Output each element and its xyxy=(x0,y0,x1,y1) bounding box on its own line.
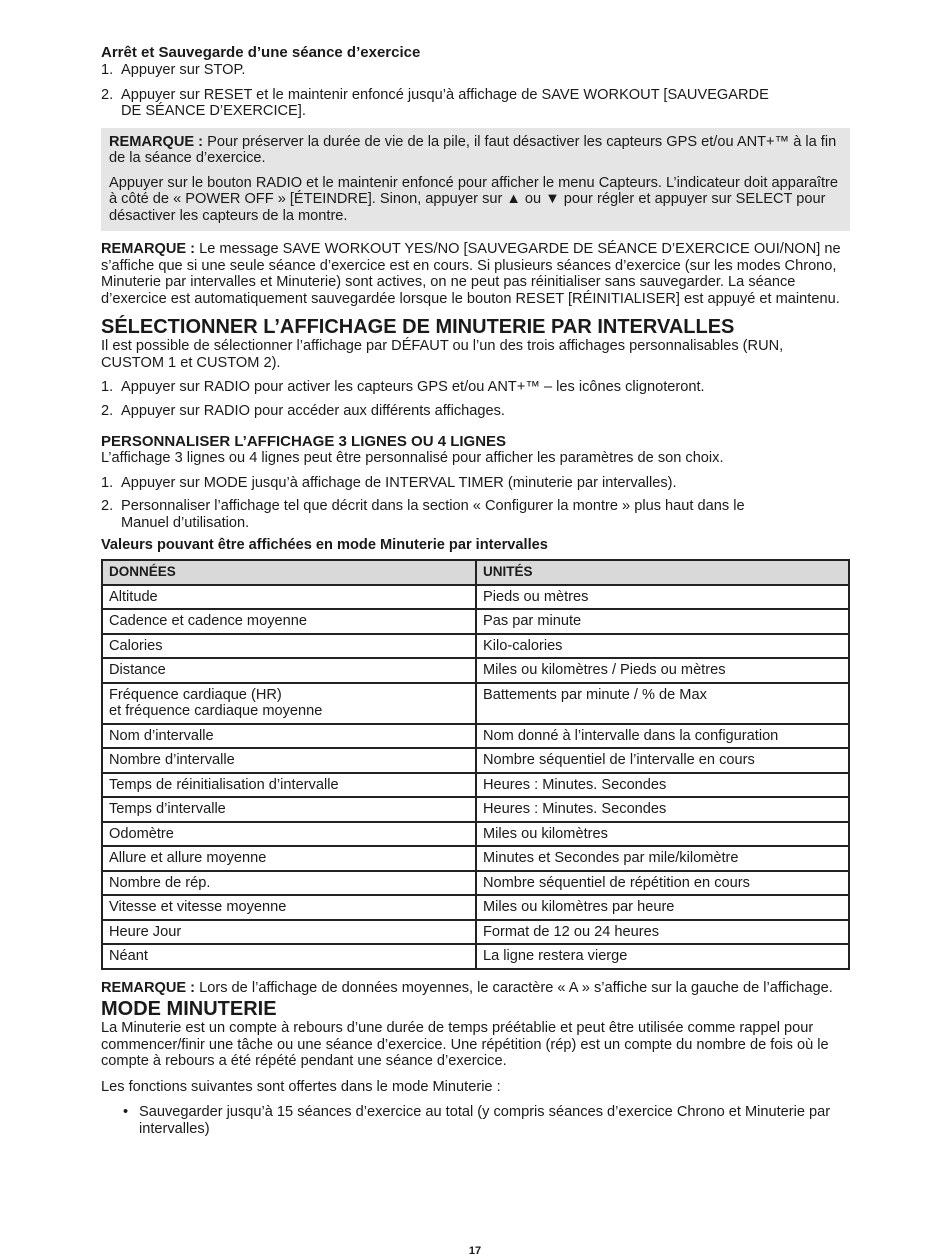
cell-data: Nombre d’intervalle xyxy=(102,748,476,773)
timer-description: La Minuterie est un compte à rebours d’une durée de temps préétablie et peut être utilisée comme rappel pour commencer/finir une tâche ou une séance d’exercice. Une répétition (rép) est un compte du nombre de fois où le compte à rebours a été répété pendant une séance d’exercice. xyxy=(101,1020,829,1069)
table-row xyxy=(102,895,849,920)
section-intro: Il est possible de sélectionner l’affichage par DÉFAUT ou l’un des trois affichages personnalisables (RUN, CUSTOM 1 et CUSTOM 2). xyxy=(101,338,784,371)
list-item xyxy=(101,87,850,120)
bullet-text: Sauvegarder jusqu’à 15 séances d’exercice au total (y compris séances d’exercice Chrono et Minuterie par intervalles) xyxy=(139,1104,831,1137)
cell-units: Nombre séquentiel de répétition en cours xyxy=(476,871,849,896)
table-row xyxy=(102,920,849,945)
section-heading-interval-display: SÉLECTIONNER L’AFFICHAGE DE MINUTERIE PAR INTERVALLES xyxy=(101,316,735,338)
cell-units: Pieds ou mètres xyxy=(476,585,849,610)
table-row xyxy=(102,609,849,634)
section-heading-stop-save: Arrêt et Sauvegarde d’une séance d’exercice xyxy=(101,44,421,61)
cell-data: Cadence et cadence moyenne xyxy=(102,609,476,634)
cell-units: Format de 12 ou 24 heures xyxy=(476,920,849,945)
table-row xyxy=(102,683,849,724)
table-row xyxy=(102,773,849,798)
cell-data: Heure Jour xyxy=(102,920,476,945)
cell-units: Minutes et Secondes par mile/kilomètre xyxy=(476,846,849,871)
step-text: Appuyer sur MODE jusqu’à affichage de INTERVAL TIMER (minuterie par intervalles). xyxy=(121,474,677,491)
cell-units: Miles ou kilomètres xyxy=(476,822,849,847)
section-heading-timer-mode: MODE MINUTERIE xyxy=(101,998,277,1020)
cell-data: Temps de réinitialisation d’intervalle xyxy=(102,773,476,798)
remark-text: Le message SAVE WORKOUT YES/NO [SAUVEGARDE DE SÉANCE D’EXERCICE OUI/NON] ne s’affiche que si une seule séance d’exercice est en cours. Si plusieurs séances d’exercice (sur les modes Chrono, Minuterie par intervalles et Minuterie) sont actives, on ne peut pas réinitialiser sans sauvegarder. La séance d’exercice est automatiquement sauvegardée lorsque le bouton RESET [RÉINITIALISER] est appuyé et maintenu. xyxy=(101,241,841,307)
cell-units: Miles ou kilomètres par heure xyxy=(476,895,849,920)
cell-units: Pas par minute xyxy=(476,609,849,634)
cell-units: La ligne restera vierge xyxy=(476,944,849,969)
cell-data: Allure et allure moyenne xyxy=(102,846,476,871)
remark-label: REMARQUE : xyxy=(101,979,196,996)
step-number: 2. xyxy=(101,498,114,514)
step-text: Appuyer sur RADIO pour accéder aux différents affichages. xyxy=(121,402,505,419)
list-item xyxy=(101,379,850,396)
cell-data: Fréquence cardiaque (HR) et fréquence cardiaque moyenne xyxy=(102,683,476,724)
step-text: Personnaliser l’affichage tel que décrit dans la section « Configurer la montre » plus haut dans le Manuel d’utilisation. xyxy=(121,498,745,531)
remark-text: Lors de l’affichage de données moyennes, le caractère « A » s’affiche sur la gauche de l’affichage. xyxy=(195,979,833,996)
step-number: 2. xyxy=(101,402,114,419)
table-row xyxy=(102,724,849,749)
cell-data: Altitude xyxy=(102,585,476,610)
list-item xyxy=(101,498,850,531)
column-header-data: DONNÉES xyxy=(102,560,476,585)
cell-units: Kilo-calories xyxy=(476,634,849,659)
remark-box-battery xyxy=(101,128,850,232)
cell-data: Temps d’intervalle xyxy=(102,797,476,822)
remark-save-workout xyxy=(101,241,850,307)
page-number: 17 xyxy=(468,1245,482,1257)
timer-functions-intro: Les fonctions suivantes sont offertes dans le mode Minuterie : xyxy=(101,1078,501,1095)
remark-label: REMARQUE : xyxy=(109,133,204,150)
steps-interval-display xyxy=(101,379,850,419)
steps-stop-save xyxy=(101,62,850,120)
document-page xyxy=(101,44,850,1137)
remark-label: REMARQUE : xyxy=(101,241,196,257)
cell-data: Calories xyxy=(102,634,476,659)
timer-functions-list xyxy=(101,1104,850,1137)
table-row xyxy=(102,871,849,896)
table-row xyxy=(102,658,849,683)
table-row xyxy=(102,944,849,969)
table-row xyxy=(102,846,849,871)
cell-data: Nombre de rép. xyxy=(102,871,476,896)
list-item xyxy=(101,403,850,420)
list-item xyxy=(101,1104,850,1137)
list-item xyxy=(101,62,850,79)
step-number: 1. xyxy=(101,474,114,491)
step-number: 2. xyxy=(101,86,114,103)
table-row xyxy=(102,748,849,773)
section-intro: L’affichage 3 lignes ou 4 lignes peut être personnalisé pour afficher les paramètres de son choix. xyxy=(101,450,724,466)
cell-data: Distance xyxy=(102,658,476,683)
cell-data: Nom d’intervalle xyxy=(102,724,476,749)
step-number: 1. xyxy=(101,62,114,78)
step-text: Appuyer sur RESET et le maintenir enfoncé jusqu’à affichage de SAVE WORKOUT [SAUVEGARDE DE SÉANCE D’EXERCICE]. xyxy=(121,86,769,119)
values-table xyxy=(101,559,850,970)
step-text: Appuyer sur STOP. xyxy=(121,62,246,78)
bullet: • xyxy=(123,1104,129,1120)
remark-paragraph-radio: Appuyer sur le bouton RADIO et le maintenir enfoncé pour afficher le menu Capteurs. L’indicateur doit apparaître à côté de « POWER OFF » [ÉTEINDRE]. Sinon, appuyer sur ▲ ou ▼ pour régler et appuyer sur SELECT pour désactiver les capteurs de la montre. xyxy=(109,174,839,224)
cell-units: Battements par minute / % de Max xyxy=(476,683,849,724)
cell-data: Odomètre xyxy=(102,822,476,847)
table-row xyxy=(102,634,849,659)
table-header-row xyxy=(102,560,849,585)
cell-units: Nom donné à l’intervalle dans la configuration xyxy=(476,724,849,749)
remark-average xyxy=(101,980,850,997)
table-row xyxy=(102,797,849,822)
cell-data: Vitesse et vitesse moyenne xyxy=(102,895,476,920)
remark-paragraph xyxy=(109,134,842,167)
table-row xyxy=(102,822,849,847)
list-item xyxy=(101,475,850,492)
cell-units: Heures : Minutes. Secondes xyxy=(476,773,849,798)
step-number: 1. xyxy=(101,379,114,395)
section-heading-customize-display: PERSONNALISER L’AFFICHAGE 3 LIGNES OU 4 LIGNES xyxy=(101,433,507,450)
table-title: Valeurs pouvant être affichées en mode Minuterie par intervalles xyxy=(101,537,548,553)
table-row xyxy=(102,585,849,610)
cell-units: Nombre séquentiel de l’intervalle en cours xyxy=(476,748,849,773)
cell-units: Heures : Minutes. Secondes xyxy=(476,797,849,822)
cell-units: Miles ou kilomètres / Pieds ou mètres xyxy=(476,658,849,683)
table-body xyxy=(102,585,849,969)
column-header-units: UNITÉS xyxy=(476,560,849,585)
cell-data: Néant xyxy=(102,944,476,969)
remark-text: Pour préserver la durée de vie de la pile, il faut désactiver les capteurs GPS et/ou ANT+™ à la fin de la séance d’exercice. xyxy=(109,133,837,166)
step-text: Appuyer sur RADIO pour activer les capteurs GPS et/ou ANT+™ – les icônes clignoteront. xyxy=(121,379,705,395)
steps-customize-display xyxy=(101,475,850,532)
